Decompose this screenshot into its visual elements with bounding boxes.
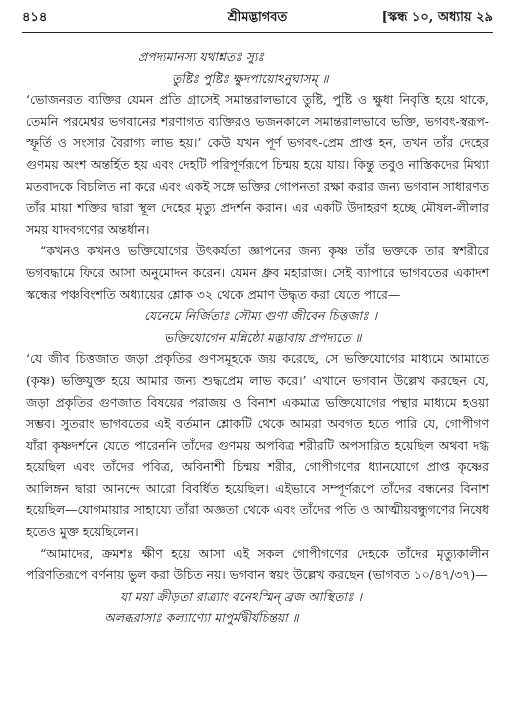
chapter-reference: [স্কন্ধ ১০, অধ্যায় ২৯ — [381, 10, 493, 25]
book-title: শ্রীমদ্ভাগবত — [227, 10, 288, 25]
paragraph: “কখনও কখনও ভক্তিযোগের উৎকর্যতা জ্ঞাপনের জন্য কৃষ্ণ তাঁর ভক্তকে তার স্বশরীরে ভগবদ্ধামে ফিরে আসা অনুমোদন করেন। যেমন ধ্রুব মহারাজ। সেই ব্যাপারে ভাগবতের একাদশ স্কন্ধের পঞ্চবিংশতি অধ্যায়ের শ্লোক ৩২ থেকে প্রমাণ উদ্ধৃত করা যেতে পারে— — [26, 243, 489, 302]
verse-line: অলব্ধরাসাঃ কল্যাণ্যো মাপুর্মদ্বীর্যচিন্তয়া ॥ — [104, 610, 299, 626]
paragraph: “আমাদের, ক্রমশঃ ক্ষীণ হয়ে আসা এই সকল গোপীগণের দেহকে তাঁদের মৃত্যুকালীন পরিণতিরূপে বর্ণনায় ভুল করা উচিত নয়। ভগবান স্বয়ং উল্লেখ করছেন (ভাগবত ১০/৪৭/৩৭)— — [26, 545, 489, 583]
verse-line: ভক্তিযোগেন মন্নিষ্ঠো মদ্ভাবায় প্রপদ্যতে ॥ — [164, 329, 362, 345]
page-header — [22, 4, 493, 30]
verse-line: যেনেমে নির্জিতাঃ সৌম্য গুণা জীবেন চিত্তজাঃ । — [144, 308, 378, 324]
page-number: ৪১৪ — [22, 10, 48, 25]
verse-line: তুষ্টিঃ পুষ্টিঃ ক্ষুদপায়োঽনুঘাসম্‌ ॥ — [172, 70, 329, 86]
header-rule — [22, 32, 493, 33]
paragraph: ‘ভোজনরত ব্যক্তির যেমন প্রতি গ্রাসেই সমান্তরালভাবে তুষ্টি, পুষ্টি ও ক্ষুধা নিবৃত্তি হয়ে থাকে, তেমনি পরমেশ্বর ভগবানের শরণাগত ব্যক্তিরও ভজনকালে সমান্তরালভাবে ভক্তি, ভগবৎ-স্বরূপ-স্ফূর্তি ও সংসার বৈরাগ্য লাভ হয়।’ কেউ যখন পূর্ণ ভগবৎ-প্রেম প্রাপ্ত হন, তখন তাঁর দেহের গুণময় অংশ অন্তর্হিত হয় এবং দেহটি পরিপূর্ণরূপে চিন্ময় হয়ে যায়। কিন্তু তবুও নাস্তিকদের মিথ্যা মতবাদকে বিচলিত না করে এবং একই সঙ্গে ভক্তির গোপনতা রক্ষা করার জন্য ভগবান সাধারণত তাঁর মায়া শক্তির দ্বারা স্থূল দেহের মৃত্যু প্রদর্শন করান। এর একটি উদাহরণ হচ্ছে মৌষল-লীলার সময় যাদবগণের অন্তর্ধান। — [26, 92, 489, 237]
page-body — [26, 46, 489, 629]
paragraph: ‘যে জীব চিত্তজাত জড়া প্রকৃতির গুণসমূহকে জয় করেছে, সে ভক্তিযোগের মাধ্যমে আমাতে (কৃষ্ণ) ভক্তিযুক্ত হয়ে আমার জন্য শুদ্ধপ্রেম লাভ করে।’ এখানে ভগবান উল্লেখ করছেন যে, জড়া প্রকৃতির গুণজাত বিষয়ের পরাজয় ও বিনাশ একমাত্র ভক্তিযোগের পন্থার মাধ্যমে হওয়া সম্ভব। সুতরাং ভাগবতের এই বর্তমান শ্লোকটি থেকে আমরা অবগত হতে পারি যে, গোপীগণ যাঁরা কৃষ্ণদর্শনে যেতে পারেননি তাঁদের গুণময় অপবিত্র শরীরটি অপসারিত হয়েছিল অথবা দগ্ধ হয়েছিল এবং তাঁদের পবিত্র, অবিনাশী চিন্ময় শরীর, গোপীগণের ধ্যানযোগে প্রাপ্ত কৃষ্ণের আলিঙ্গন দ্বারা আনন্দে আরো বিবর্ধিত হয়েছিল। এইভাবে সম্পূর্ণরূপে তাঁদের বন্ধনের বিনাশ হয়েছিল—যোগমায়ার সাহায্যে তাঁরা অজ্ঞতা থেকে এবং তাঁদের পতি ও আত্মীয়বন্ধুগণের নিষেধ হতেও মুক্ত হয়েছিলেন। — [26, 351, 489, 540]
verse-line: প্রপদ্যমানস্য যথাশ্নতঃ স্যুঃ — [138, 49, 265, 64]
verse-line: যা ময়া ক্রীড়তা রাত্র্যাং বনেঽস্মিন্ ব্রজ আস্থিতাঃ । — [120, 588, 362, 604]
